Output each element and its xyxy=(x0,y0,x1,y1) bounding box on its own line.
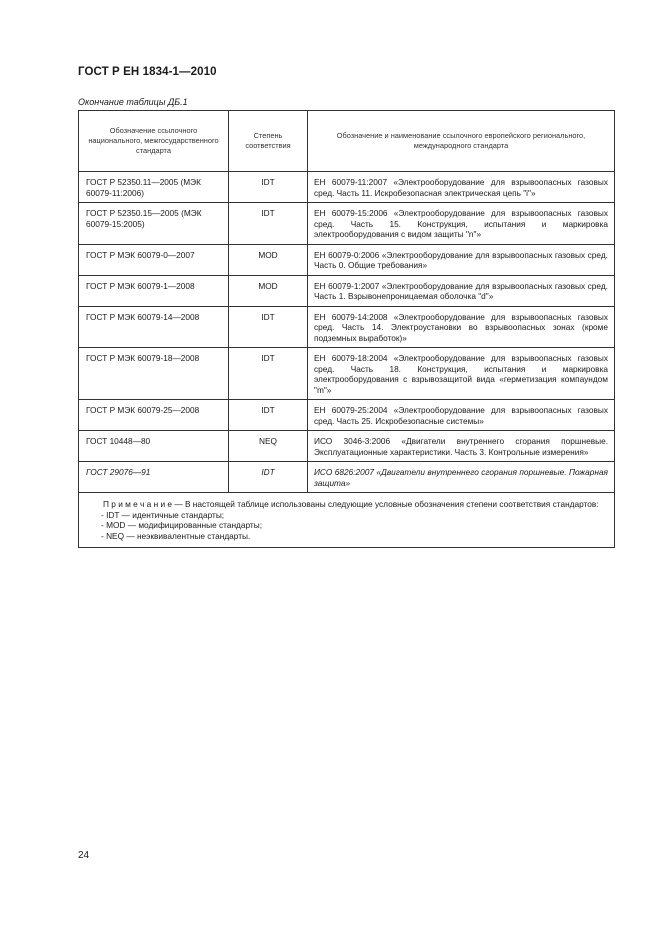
international-standard-cell: ЕН 60079-14:2008 «Электрооборудование для взрывоопасных газовых сред. Часть 14. Электроустановки во взрывоопасных зонах (кроме подземных выработок)» xyxy=(308,306,615,348)
table-row xyxy=(79,172,615,203)
degree-cell: MOD xyxy=(229,275,308,306)
table-caption: Окончание таблицы ДБ.1 xyxy=(78,97,188,107)
international-standard-cell: ЕН 60079-15:2006 «Электрооборудование для взрывоопасных газовых сред. Часть 15. Конструкция, испытания и маркировка электрооборудования с видом защиты "n"» xyxy=(308,203,615,245)
table-header-row xyxy=(79,111,615,172)
degree-cell: IDT xyxy=(229,172,308,203)
international-standard-cell: ЕН 60079-1:2007 «Электрооборудование для взрывоопасных газовых сред. Часть 1. Взрывонепроницаемая оболочка "d"» xyxy=(308,275,615,306)
degree-cell: MOD xyxy=(229,244,308,275)
degree-cell: NEQ xyxy=(229,431,308,462)
page-number: 24 xyxy=(78,850,90,861)
national-standard-cell: ГОСТ Р МЭК 60079-18—2008 xyxy=(79,348,229,400)
table-note xyxy=(79,493,615,548)
degree-cell: IDT xyxy=(229,348,308,400)
degree-cell: IDT xyxy=(229,400,308,431)
degree-cell: IDT xyxy=(229,203,308,245)
document-header: ГОСТ Р ЕН 1834-1—2010 xyxy=(78,66,217,78)
table-row xyxy=(79,275,615,306)
international-standard-cell: ЕН 60079-0:2006 «Электрооборудование для взрывоопасных газовых сред. Часть 0. Общие требования» xyxy=(308,244,615,275)
table-note-row xyxy=(79,493,615,548)
national-standard-cell: ГОСТ Р МЭК 60079-14—2008 xyxy=(79,306,229,348)
national-standard-cell: ГОСТ Р МЭК 60079-25—2008 xyxy=(79,400,229,431)
table-row xyxy=(79,244,615,275)
table-row xyxy=(79,462,615,493)
national-standard-cell: ГОСТ 29076—91 xyxy=(79,462,229,493)
national-standard-cell: ГОСТ Р МЭК 60079-1—2008 xyxy=(79,275,229,306)
national-standard-cell: ГОСТ Р 52350.11—2005 (МЭК 60079-11:2006) xyxy=(79,172,229,203)
column-header-national-standard: Обозначение ссылочного национального, межгосударственного стандарта xyxy=(79,111,229,172)
column-header-degree: Степень соответствия xyxy=(229,111,308,172)
table-row xyxy=(79,400,615,431)
note-text: П р и м е ч а н и е — В настоящей таблице использованы следующие условные обозначения степени соответствия стандартов: xyxy=(103,499,599,509)
note-item: - MOD — модифицированные стандарты; xyxy=(101,520,263,530)
international-standard-cell: ИСО 6826:2007 «Двигатели внутреннего сгорания поршневые. Пожарная защита» xyxy=(308,462,615,493)
national-standard-cell: ГОСТ Р 52350.15—2005 (МЭК 60079-15:2005) xyxy=(79,203,229,245)
international-standard-cell: ЕН 60079-25:2004 «Электрооборудование для взрывоопасных газовых сред. Часть 25. Искробезопасные системы» xyxy=(308,400,615,431)
national-standard-cell: ГОСТ Р МЭК 60079-0—2007 xyxy=(79,244,229,275)
table-row xyxy=(79,431,615,462)
reference-table-container xyxy=(78,110,614,548)
international-standard-cell: ЕН 60079-18:2004 «Электрооборудование для взрывоопасных газовых сред. Часть 18. Конструкция, испытания и маркировка электрооборудования с взрывозащитой вида «герметизация компаундом "m"» xyxy=(308,348,615,400)
table-row xyxy=(79,306,615,348)
note-item: - NEQ — неэквивалентные стандарты. xyxy=(101,530,251,541)
table-row xyxy=(79,203,615,245)
reference-table xyxy=(78,110,615,548)
national-standard-cell: ГОСТ 10448—80 xyxy=(79,431,229,462)
international-standard-cell: ЕН 60079-11:2007 «Электрооборудование для взрывоопасных газовых сред. Часть 11. Искробезопасная электрическая цепь "i"» xyxy=(308,172,615,203)
degree-cell: IDT xyxy=(229,306,308,348)
international-standard-cell: ИСО 3046-3:2006 «Двигатели внутреннего сгорания поршневые. Эксплуатационные характеристики. Часть 3. Контрольные измерения» xyxy=(308,431,615,462)
column-header-international-standard: Обозначение и наименование ссылочного европейского регионального, международного стандарта xyxy=(308,111,615,172)
note-item: - IDT — идентичные стандарты; xyxy=(101,509,225,520)
degree-cell: IDT xyxy=(229,462,308,493)
table-row xyxy=(79,348,615,400)
